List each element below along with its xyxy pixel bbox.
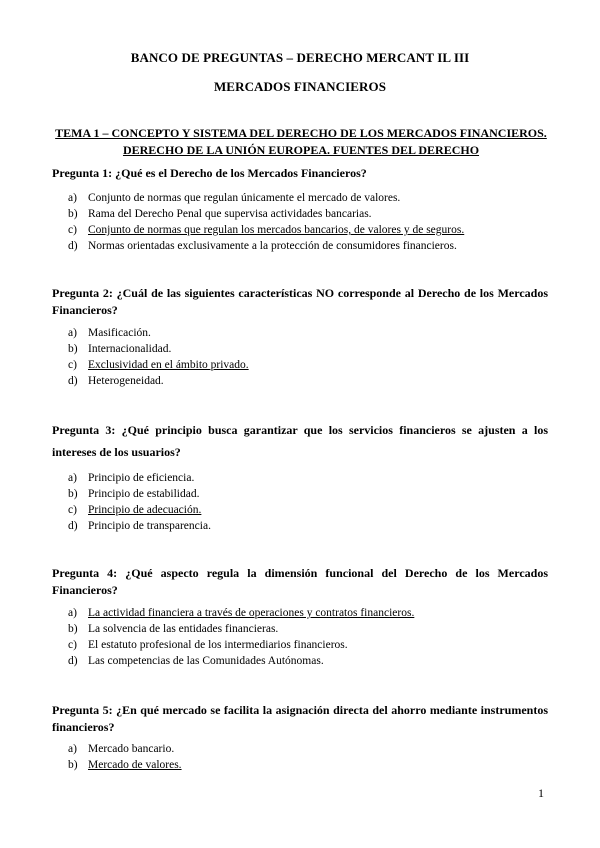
option-5b-correct: b) Mercado de valores. [68,759,182,771]
document-subtitle: MERCADOS FINANCIEROS [213,79,387,94]
page-number: 1 [538,786,544,800]
option-2a: a) Masificación. [68,327,151,339]
question-4-line2: Financieros? [52,583,118,597]
option-4b: b) La solvencia de las entidades financieras. [68,623,279,635]
question-1: Pregunta 1: ¿Qué es el Derecho de los Mercados Financieros? [52,166,367,180]
option-3a: a) Principio de eficiencia. [68,472,195,484]
theme-heading-line1: TEMA 1 – CONCEPTO Y SISTEMA DEL DERECHO DE LOS MERCADOS FINANCIEROS. [55,126,547,140]
question-5-line1: Pregunta 5: ¿En qué mercado se facilita la asignación directa del ahorro mediante instrumentos [52,703,548,717]
question-3-line1: Pregunta 3: ¿Qué principio busca garantizar que los servicios financieros se ajusten a los [52,423,548,437]
option-4c: c) El estatuto profesional de los intermediarios financieros. [68,639,348,651]
document-title: BANCO DE PREGUNTAS – DERECHO MERCANT IL III [130,50,470,65]
question-5-line2: financieros? [52,720,115,734]
option-2b: b) Internacionalidad. [68,343,172,355]
question-3-options [68,470,538,534]
option-2c-correct: c) Exclusividad en el ámbito privado. [68,359,249,371]
option-4d: d) Las competencias de las Comunidades Autónomas. [68,655,324,667]
option-2d: d) Heterogeneidad. [68,375,164,387]
question-3-line2: intereses de los usuarios? [52,445,181,459]
question-4-options [68,605,538,669]
option-3d: d) Principio de transparencia. [68,520,211,532]
question-1-options [68,190,538,254]
question-5-options [68,741,538,773]
question-2-line2: Financieros? [52,303,118,317]
theme-heading-line2: DERECHO DE LA UNIÓN EUROPEA. FUENTES DEL DERECHO [122,143,480,157]
option-1c-correct: c) Conjunto de normas que regulan los mercados bancarios, de valores y de seguros. [68,224,465,236]
option-1a: a) Conjunto de normas que regulan únicamente el mercado de valores. [68,192,401,204]
option-3b: b) Principio de estabilidad. [68,488,200,500]
option-4a-correct: a) La actividad financiera a través de operaciones y contratos financieros. [68,607,415,619]
question-2-line1: Pregunta 2: ¿Cuál de las siguientes características NO corresponde al Derecho de los Mercados [52,286,548,300]
option-1d: d) Normas orientadas exclusivamente a la protección de consumidores financieros. [68,240,457,252]
option-5a: a) Mercado bancario. [68,743,175,755]
question-4-line1: Pregunta 4: ¿Qué aspecto regula la dimensión funcional del Derecho de los Mercados [52,566,548,580]
question-2-options [68,325,538,389]
option-3c-correct: c) Principio de adecuación. [68,504,202,516]
option-1b: b) Rama del Derecho Penal que supervisa actividades bancarias. [68,208,372,220]
